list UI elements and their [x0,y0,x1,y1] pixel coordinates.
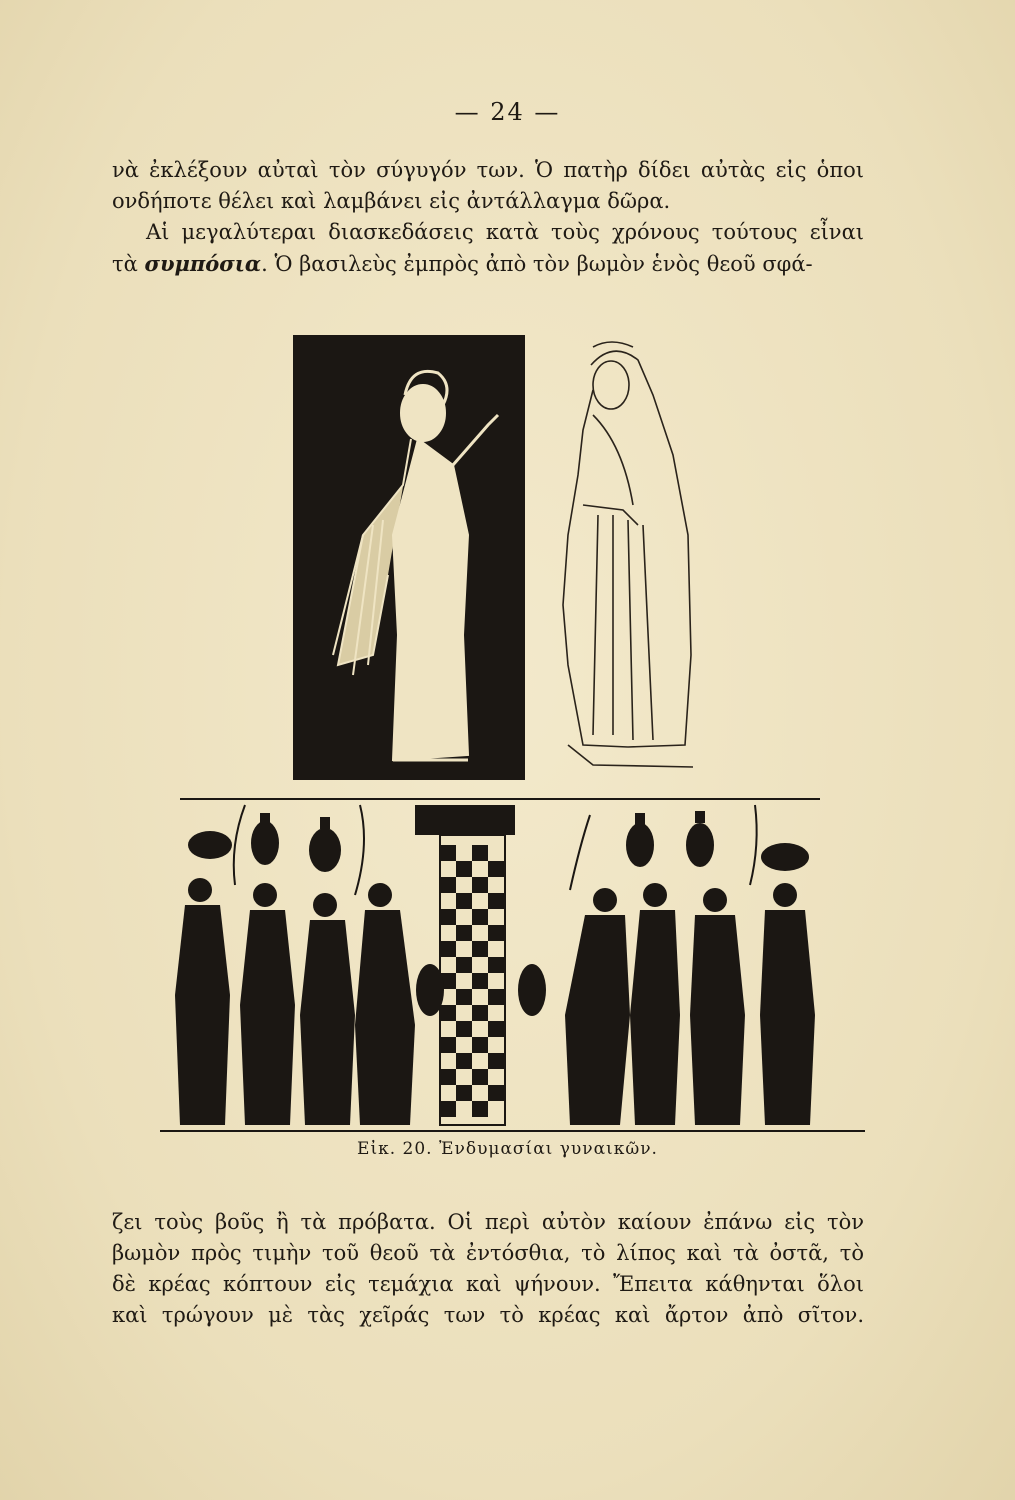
paragraph-bottom [112,1207,864,1331]
page-number: — 24 — [454,98,561,126]
text-line: νὰ ἐκλέξουν αὐταὶ τὸν σύγυγόν των. Ὁ πατὴρ δίδει αὐτὰς εἰς ὁποι [112,158,864,182]
figure-caption: Εἰκ. 20. Ἐνδυμασίαι γυναικῶν. [357,1139,658,1159]
text-line: ζει τοὺς βοῦς ἢ τὰ πρόβατα. Οἱ περὶ αὐτὸν καίουν ἐπάνω εἰς τὸν [112,1210,864,1234]
text-line: ονδήποτε θέλει καὶ λαμβάνει εἰς ἀντάλλαγμα δῶρα. [112,189,671,213]
emphasized-term: συμπόσια [144,251,262,276]
paragraph-top [112,155,864,280]
figure-right-woman [563,342,693,767]
illustration-women-standing [293,335,698,780]
text-line: καὶ τρώγουν μὲ τὰς χεῖράς των τὸ κρέας καὶ ἄρτον ἀπὸ σῖτον. [112,1303,864,1327]
illustration-procession-frieze [160,795,865,1135]
text-line: δὲ κρέας κόπτουν εἰς τεμάχια καὶ ψήνουν. Ἔπειτα κάθηνται ὅλοι [112,1272,864,1296]
text-line: βωμὸν πρὸς τιμὴν τοῦ θεοῦ τὰ ἐντόσθια, τὸ λίπος καὶ τὰ ὀστᾶ, τὸ [112,1241,864,1265]
text-line: τὰ συμπόσια. Ὁ βασιλεὺς ἐμπρὸς ἀπὸ τὸν βωμὸν ἑνὸς θεοῦ σφά- [112,251,813,276]
text-line: Αἱ μεγαλύτεραι διασκεδάσεις κατὰ τοὺς χρόνους τούτους εἶναι [146,220,864,244]
